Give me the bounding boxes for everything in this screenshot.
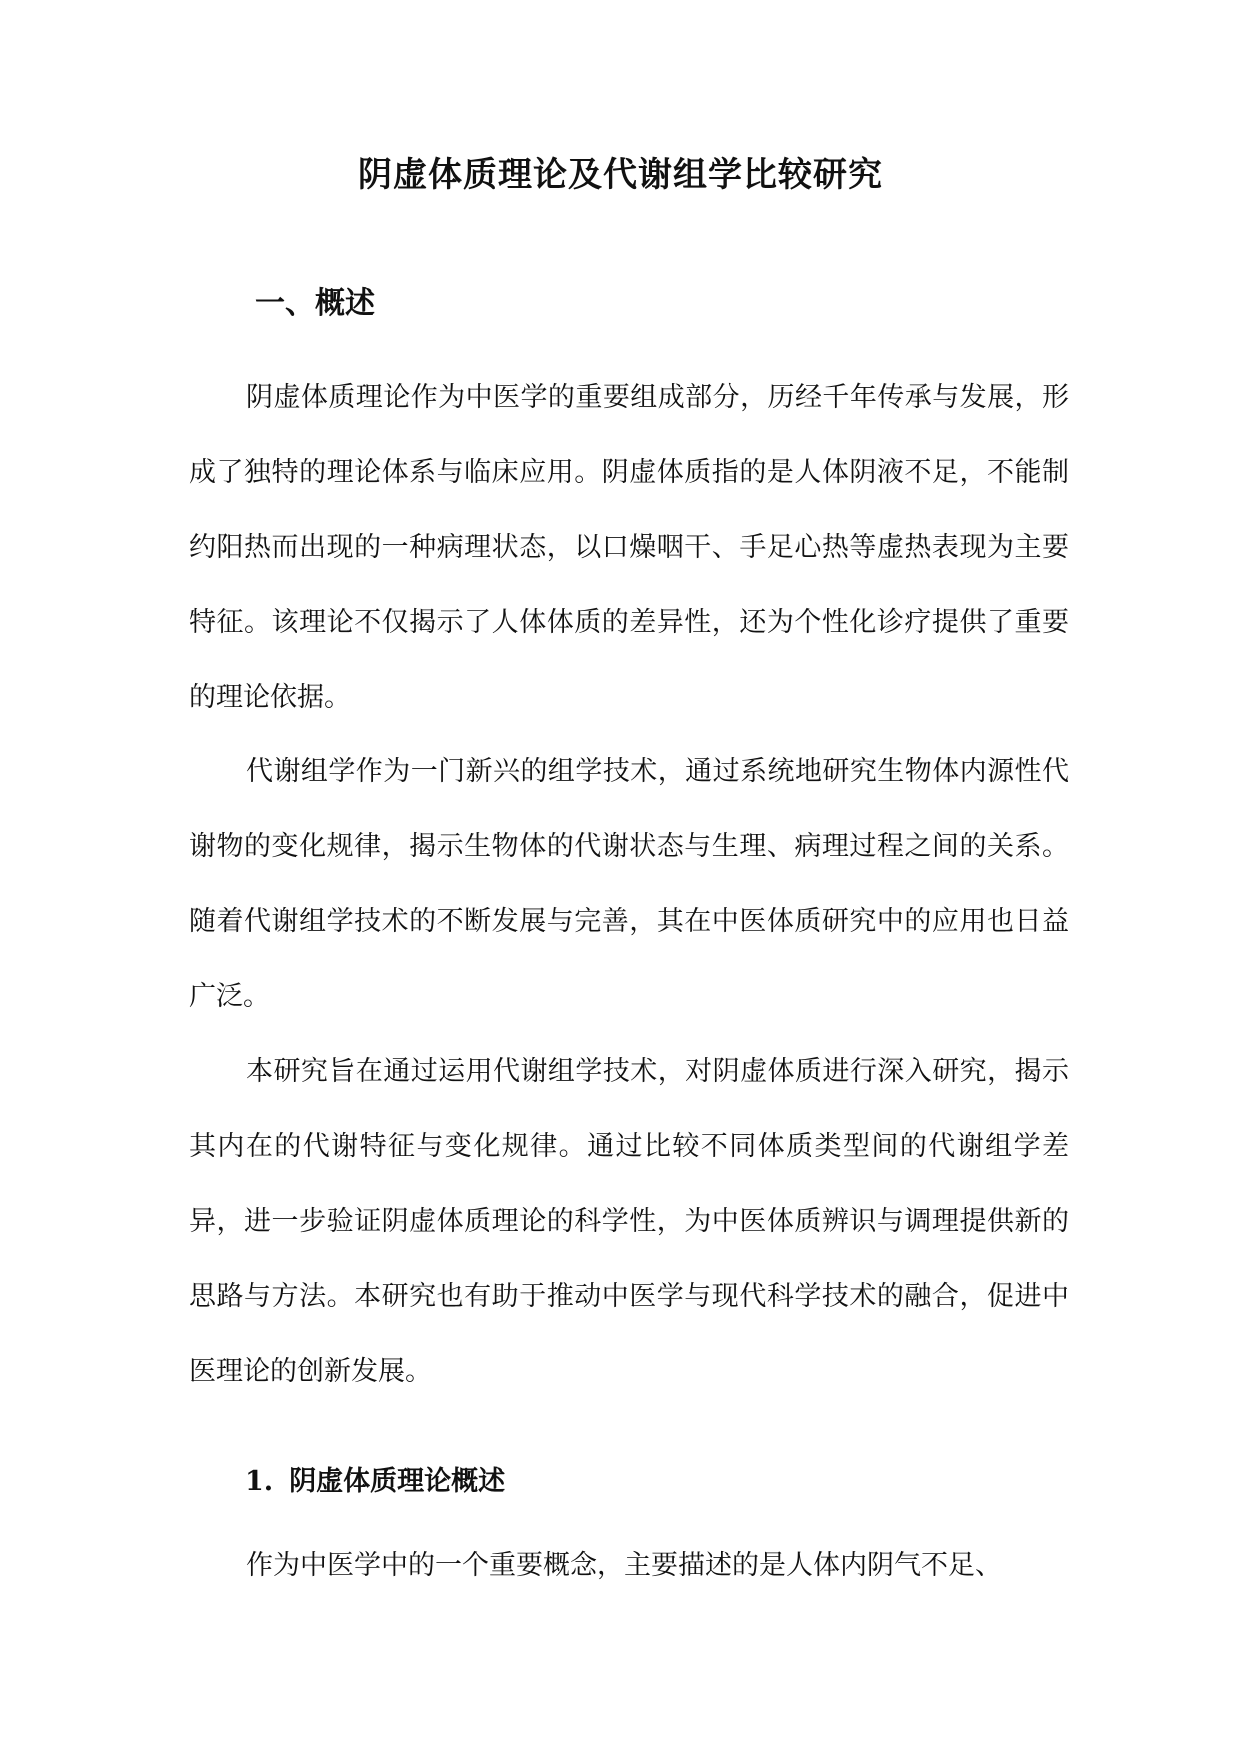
paragraph-subsection-intro: 作为中医学中的一个重要概念，主要描述的是人体内阴气不足、 bbox=[246, 1550, 1002, 1581]
subsection-heading bbox=[245, 1462, 505, 1502]
paragraph-metabolomics: 代谢组学作为一门新兴的组学技术，通过系统地研究生物体内源性代谢物的变化规律，揭示生物体的代谢状态与生理、病理过程之间的关系。随着代谢组学技术的不断发展与完善，其在中医体质研究中的应用也日益广泛。 bbox=[189, 756, 1069, 1012]
subsection-number: 1. bbox=[245, 1466, 274, 1497]
document-title: 阴虚体质理论及代谢组学比较研究 bbox=[358, 155, 883, 195]
subsection-title: 阴虚体质理论概述 bbox=[289, 1466, 506, 1497]
paragraph-research-aim: 本研究旨在通过运用代谢组学技术，对阴虚体质进行深入研究，揭示其内在的代谢特征与变化规律。通过比较不同体质类型间的代谢组学差异，进一步验证阴虚体质理论的科学性，为中医体质辨识与调理提供新的思路与方法。本研究也有助于推动中医学与现代科学技术的融合，促进中医理论的创新发展。 bbox=[189, 1056, 1069, 1387]
section-heading-overview: 一、概述 bbox=[255, 286, 375, 321]
paragraph-yin-deficiency-theory: 阴虚体质理论作为中医学的重要组成部分，历经千年传承与发展，形成了独特的理论体系与临床应用。阴虚体质指的是人体阴液不足，不能制约阳热而出现的一种病理状态，以口燥咽干、手足心热等虚热表现为主要特征。该理论不仅揭示了人体体质的差异性，还为个性化诊疗提供了重要的理论依据。 bbox=[189, 382, 1069, 713]
